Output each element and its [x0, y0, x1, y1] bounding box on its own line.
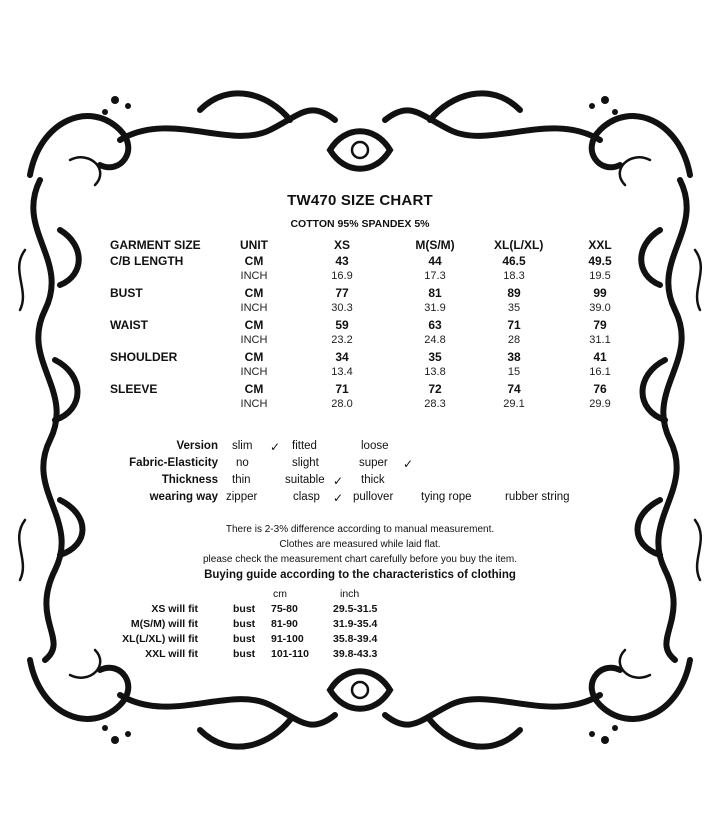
guide-col-inch: inch — [340, 588, 360, 600]
value-cm: 76 — [593, 382, 607, 396]
value-inch: 13.4 — [331, 366, 353, 378]
buying-guide-title: Buying guide according to the characteristics of clothing — [204, 569, 516, 581]
table-row — [0, 350, 720, 366]
value-inch: 31.1 — [589, 334, 611, 346]
value-cm: 43 — [335, 254, 349, 268]
guide-size-label: XS will fit — [151, 603, 198, 615]
guide-inch: 31.9-35.4 — [333, 618, 378, 630]
header-size-m: M(S/M) — [415, 238, 455, 252]
unit-cm: CM — [244, 382, 264, 396]
value-cm: 72 — [428, 382, 442, 396]
value-cm: 49.5 — [588, 254, 612, 268]
value-cm: 35 — [428, 350, 442, 364]
fabric-composition: COTTON 95% SPANDEX 5% — [290, 218, 430, 230]
value-cm: 44 — [428, 254, 442, 268]
guide-col-cm: cm — [273, 588, 287, 600]
guide-row — [0, 648, 720, 664]
guide-part: bust — [233, 618, 256, 630]
check-icon: ✓ — [403, 457, 414, 471]
value-cm: 74 — [507, 382, 521, 396]
value-cm: 81 — [428, 286, 442, 300]
attribute-version — [0, 440, 720, 456]
guide-inch: 39.8-43.3 — [333, 648, 378, 660]
value-cm: 71 — [335, 382, 349, 396]
guide-inch: 35.8-39.4 — [333, 633, 378, 645]
option-thin: thin — [232, 474, 251, 486]
header-size-xs: XS — [333, 238, 350, 252]
guide-row — [0, 603, 720, 619]
unit-inch: INCH — [240, 270, 268, 282]
guide-size-label: XL(L/XL) will fit — [122, 633, 198, 645]
header-garment-size: GARMENT SIZE — [110, 238, 201, 252]
guide-cm: 81-90 — [271, 618, 298, 630]
note-measurement-difference: There is 2-3% difference according to manual measurement. — [225, 524, 495, 535]
value-inch: 28.0 — [331, 398, 353, 410]
attribute-thickness — [0, 474, 720, 490]
guide-part: bust — [233, 603, 256, 615]
measure-name: SHOULDER — [110, 350, 178, 364]
guide-header — [0, 588, 720, 604]
value-inch: 15 — [507, 366, 521, 378]
value-inch: 29.9 — [589, 398, 611, 410]
table-row — [0, 334, 720, 350]
option-fitted: fitted — [292, 440, 317, 452]
measure-name: SLEEVE — [110, 382, 158, 396]
guide-part: bust — [233, 648, 256, 660]
guide-cm: 91-100 — [271, 633, 304, 645]
option-clasp: clasp — [293, 491, 320, 503]
value-cm: 46.5 — [502, 254, 526, 268]
option-super: super — [359, 457, 388, 469]
value-cm: 63 — [428, 318, 442, 332]
attribute-wearing-way — [0, 491, 720, 507]
option-thick: thick — [361, 474, 385, 486]
guide-size-label: XXL will fit — [145, 648, 198, 660]
table-header — [0, 238, 720, 254]
value-inch: 16.1 — [589, 366, 611, 378]
table-row — [0, 270, 720, 286]
measure-name: C/B LENGTH — [110, 254, 184, 268]
value-cm: 38 — [507, 350, 521, 364]
unit-cm: CM — [244, 286, 264, 300]
unit-cm: CM — [244, 318, 264, 332]
guide-cm: 75-80 — [271, 603, 298, 615]
table-row — [0, 254, 720, 270]
attribute-label: wearing way — [149, 491, 218, 503]
unit-inch: INCH — [240, 366, 268, 378]
value-cm: 41 — [593, 350, 607, 364]
value-cm: 89 — [507, 286, 521, 300]
chart-title: TW470 SIZE CHART — [287, 192, 433, 209]
value-cm: 71 — [507, 318, 521, 332]
unit-inch: INCH — [240, 334, 268, 346]
value-inch: 18.3 — [503, 270, 525, 282]
note-laid-flat: Clothes are measured while laid flat. — [279, 539, 441, 550]
option-no: no — [236, 457, 249, 469]
value-inch: 16.9 — [331, 270, 353, 282]
option-slim: slim — [232, 440, 253, 452]
value-inch: 24.8 — [424, 334, 446, 346]
header-size-xxl: XXL — [588, 238, 612, 252]
attribute-fabric-elasticity — [0, 457, 720, 473]
value-inch: 30.3 — [331, 302, 353, 314]
unit-inch: INCH — [240, 302, 268, 314]
table-row — [0, 366, 720, 382]
guide-inch: 29.5-31.5 — [333, 603, 378, 615]
value-inch: 39.0 — [589, 302, 611, 314]
measure-name: WAIST — [110, 318, 148, 332]
value-cm: 34 — [335, 350, 349, 364]
attribute-label: Thickness — [161, 474, 218, 486]
value-inch: 19.5 — [589, 270, 611, 282]
value-inch: 28.3 — [424, 398, 446, 410]
option-zipper: zipper — [226, 491, 258, 503]
attribute-label: Version — [176, 440, 218, 452]
check-icon: ✓ — [270, 440, 281, 454]
guide-cm: 101-110 — [271, 648, 309, 660]
option-rubber-string: rubber string — [505, 491, 570, 503]
value-inch: 13.8 — [424, 366, 446, 378]
guide-part: bust — [233, 633, 256, 645]
table-row — [0, 382, 720, 398]
value-inch: 23.2 — [331, 334, 353, 346]
unit-cm: CM — [244, 254, 264, 268]
option-tying-rope: tying rope — [421, 491, 472, 503]
value-cm: 79 — [593, 318, 607, 332]
option-suitable: suitable — [285, 474, 325, 486]
check-icon: ✓ — [333, 491, 344, 505]
value-cm: 77 — [335, 286, 349, 300]
header-size-xl: XL(L/XL) — [494, 238, 544, 252]
value-inch: 31.9 — [424, 302, 446, 314]
table-row — [0, 286, 720, 302]
value-cm: 59 — [335, 318, 349, 332]
unit-inch: INCH — [240, 398, 268, 410]
value-inch: 17.3 — [424, 270, 446, 282]
unit-cm: CM — [244, 350, 264, 364]
table-row — [0, 398, 720, 414]
guide-row — [0, 618, 720, 634]
value-cm: 99 — [593, 286, 607, 300]
header-unit: UNIT — [240, 238, 268, 252]
value-inch: 28 — [507, 334, 521, 346]
measure-name: BUST — [110, 286, 143, 300]
guide-row — [0, 633, 720, 649]
table-row — [0, 302, 720, 318]
table-row — [0, 318, 720, 334]
option-slight: slight — [292, 457, 319, 469]
attribute-label: Fabric-Elasticity — [129, 457, 218, 469]
option-pullover: pullover — [353, 491, 394, 503]
note-check-chart: please check the measurement chart carefully before you buy the item. — [202, 554, 518, 565]
guide-size-label: M(S/M) will fit — [130, 618, 198, 630]
value-inch: 29.1 — [503, 398, 525, 410]
check-icon: ✓ — [333, 474, 344, 488]
value-inch: 35 — [507, 302, 521, 314]
option-loose: loose — [361, 440, 389, 452]
